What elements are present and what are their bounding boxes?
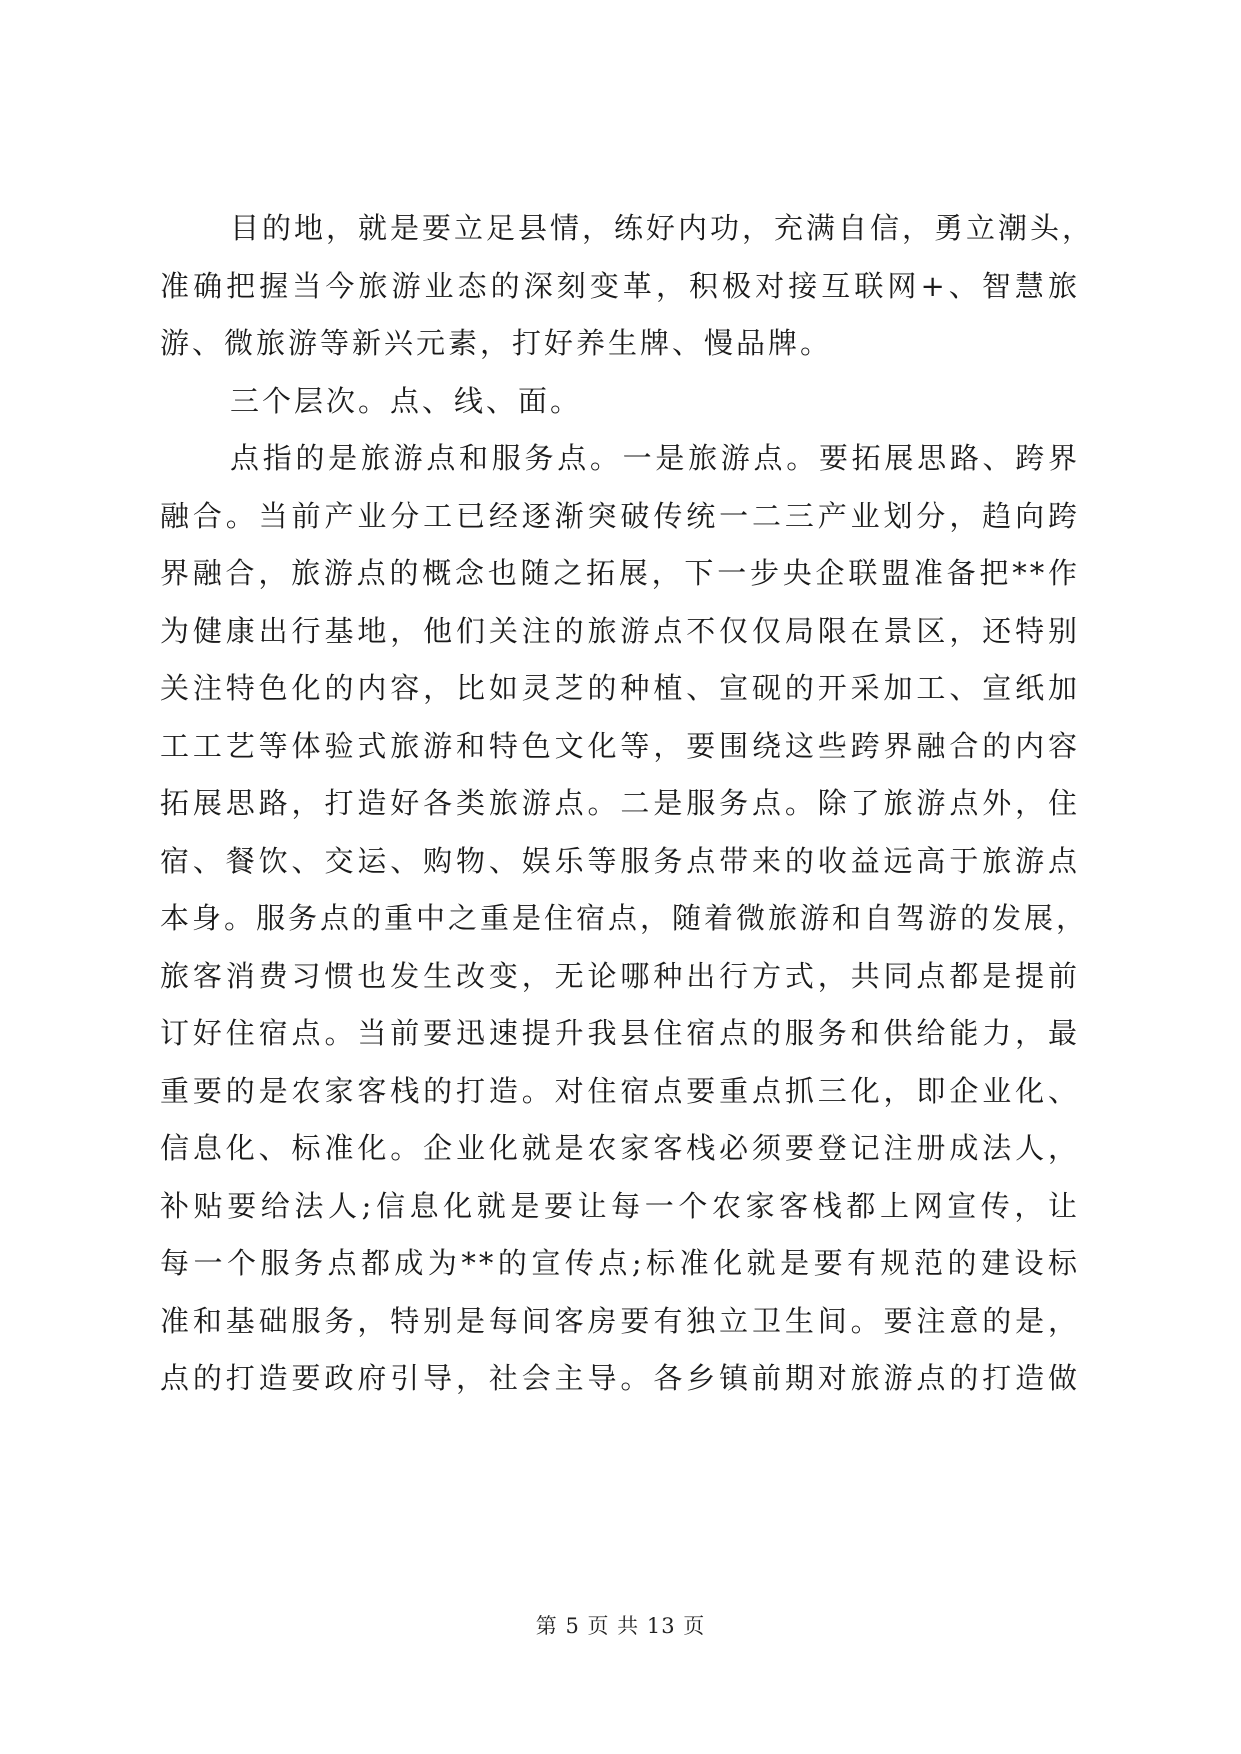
text-line: 订好住宿点。当前要迅速提升我县住宿点的服务和供给能力，最 [160,1016,1080,1050]
text-line: 拓展思路，打造好各类旅游点。二是服务点。除了旅游点外，住 [160,786,1080,820]
text-line: 游、微旅游等新兴元素，打好养生牌、慢品牌。 [160,326,833,360]
text-line: 宿、餐饮、交运、购物、娱乐等服务点带来的收益远高于旅游点 [160,843,1080,878]
text-line: 旅客消费习惯也发生改变，无论哪种出行方式，共同点都是提前 [160,958,1080,993]
text-line: 为健康出行基地，他们关注的旅游点不仅仅局限在景区，还特别 [160,613,1080,648]
text-line: 重要的是农家客栈的打造。对住宿点要重点抓三化，即企业化、 [160,1073,1080,1108]
text-line: 准确把握当今旅游业态的深刻变革，积极对接互联网+、智慧旅 [160,268,1080,303]
text-line: 点的打造要政府引导，社会主导。各乡镇前期对旅游点的打造做 [160,1361,1080,1395]
text-line: 每一个服务点都成为**的宣传点;标准化就是要有规范的建设标 [160,1246,1080,1280]
page-number-footer: 第 5 页 共 13 页 [535,1614,706,1638]
text-line: 关注特色化的内容，比如灵芝的种植、宣砚的开采加工、宣纸加 [160,671,1080,705]
text-line: 三个层次。点、线、面。 [230,383,583,418]
text-line: 界融合，旅游点的概念也随之拓展，下一步央企联盟准备把**作 [160,556,1080,590]
text-line: 点指的是旅游点和服务点。一是旅游点。要拓展思路、跨界 [230,441,1080,475]
text-line: 工工艺等体验式旅游和特色文化等，要围绕这些跨界融合的内容 [160,728,1080,763]
text-line: 融合。当前产业分工已经逐渐突破传统一二三产业划分，趋向跨 [160,498,1080,533]
text-line: 本身。服务点的重中之重是住宿点，随着微旅游和自驾游的发展， [160,901,1089,935]
text-line: 目的地，就是要立足县情，练好内功，充满自信，勇立潮头， [230,211,1095,245]
text-line: 补贴要给法人;信息化就是要让每一个农家客栈都上网宣传，让 [160,1188,1080,1223]
text-line: 信息化、标准化。企业化就是农家客栈必须要登记注册成法人， [160,1131,1080,1165]
body-text [160,200,1095,1408]
text-line: 准和基础服务，特别是每间客房要有独立卫生间。要注意的是， [160,1303,1080,1338]
